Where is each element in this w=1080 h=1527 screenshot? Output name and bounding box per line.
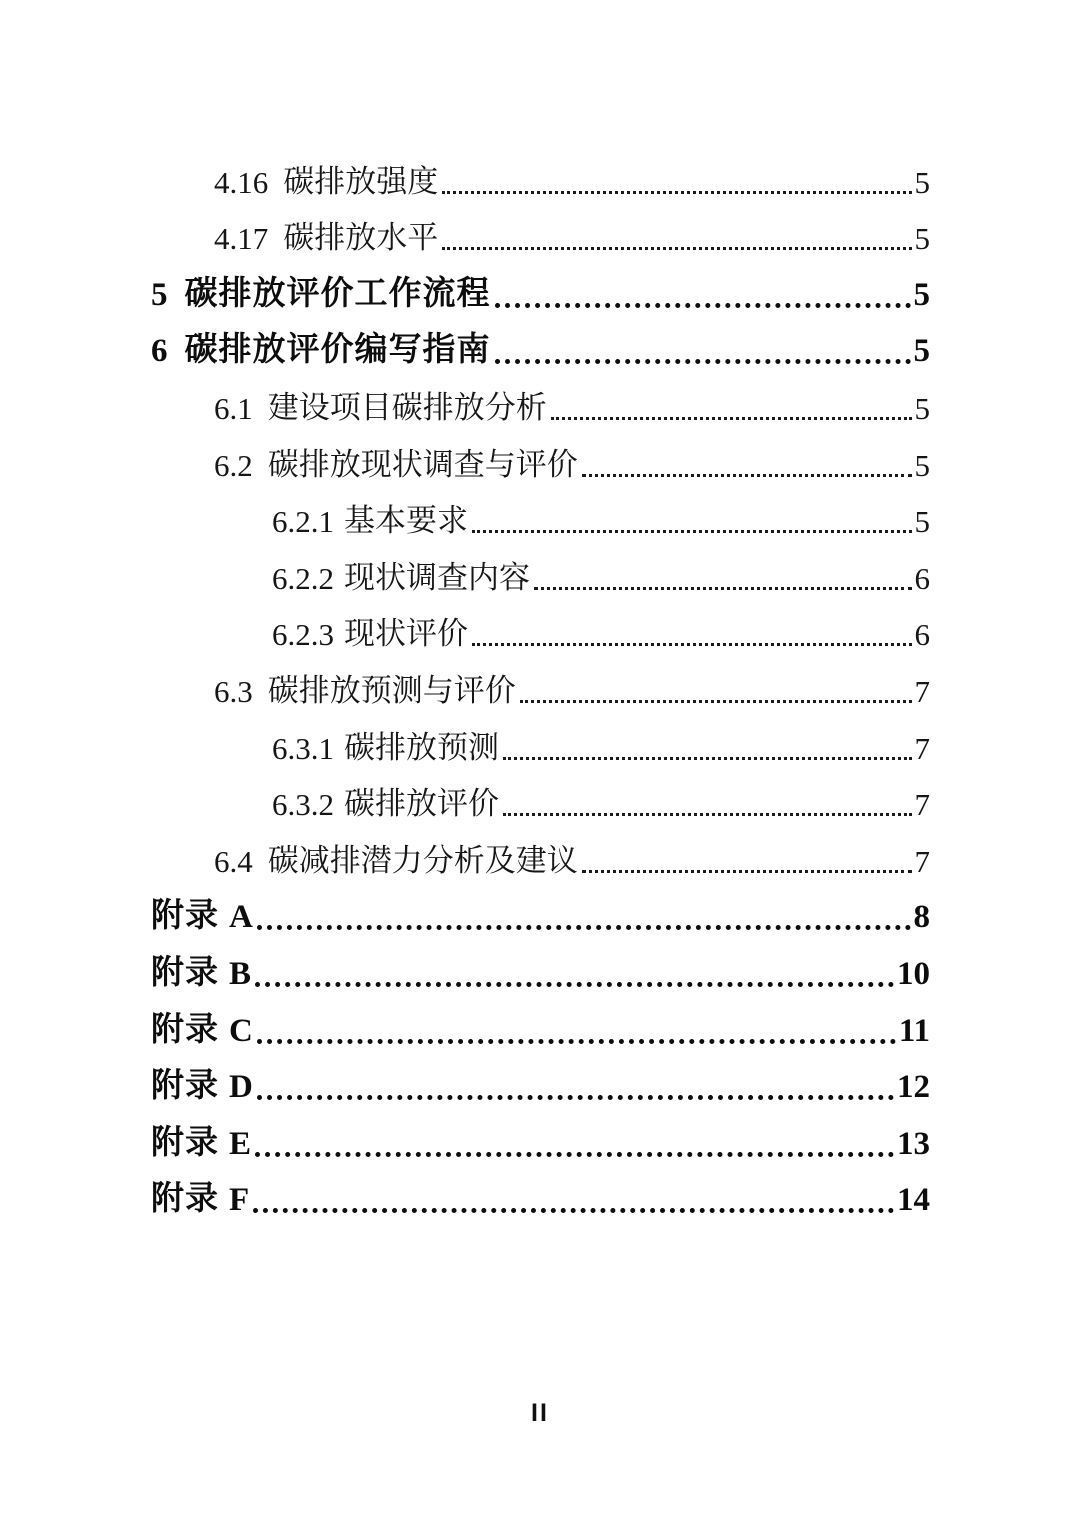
toc-entry-title: 基本要求	[344, 503, 468, 539]
toc-entry-page-number: 5	[914, 447, 930, 483]
dot-leader	[534, 587, 912, 590]
toc-entry-number: 4.17	[214, 221, 269, 257]
dot-leader	[442, 191, 911, 194]
toc-entry-number: 6.2	[214, 447, 253, 483]
toc-entry[interactable]	[151, 1050, 930, 1107]
toc-entry-title: 碳排放预测与评价	[267, 672, 516, 708]
toc-entry-title: 碳减排潜力分析及建议	[267, 842, 578, 878]
toc-entry-page-number: 11	[898, 1012, 930, 1049]
toc-entry-page-number: 5	[913, 333, 930, 370]
toc-entry-number: 6.3	[214, 673, 253, 709]
toc-entry-title: 碳排放水平	[283, 220, 439, 256]
toc-entry-number: 6.3.1	[272, 730, 334, 766]
dot-leader	[257, 1095, 894, 1100]
toc-entry-number: 6.2.3	[272, 617, 334, 653]
toc-entry-title: 现状评价	[344, 616, 468, 652]
toc-entry-page-number: 10	[897, 955, 930, 992]
toc-entry[interactable]	[151, 710, 930, 767]
toc-entry-page-number: 6	[914, 617, 930, 653]
toc-entry-page-number: 6	[914, 560, 930, 596]
dot-leader	[503, 757, 912, 760]
toc-entry[interactable]	[151, 144, 930, 201]
dot-leader	[257, 1039, 896, 1044]
toc-entry-page-number: 7	[914, 730, 930, 766]
toc-entry-number: 6.3.2	[272, 787, 334, 823]
toc-entry[interactable]	[151, 427, 930, 484]
toc-entry-title: C	[229, 1012, 253, 1049]
toc-entry[interactable]	[151, 1163, 930, 1220]
toc-entry-title: D	[229, 1069, 253, 1106]
toc-entry-page-number: 5	[913, 276, 930, 313]
toc-entry-title: B	[229, 955, 252, 992]
toc-entry-page-number: 7	[914, 787, 930, 823]
toc-entry-number: 附录	[151, 1009, 219, 1047]
dot-leader	[582, 870, 912, 873]
toc-entry[interactable]	[151, 314, 930, 371]
toc-entry[interactable]	[151, 201, 930, 258]
toc-entry-page-number: 7	[914, 673, 930, 709]
toc-entry-number: 6.1	[214, 390, 253, 426]
toc-entry[interactable]	[151, 880, 930, 937]
toc-entry-page-number: 12	[897, 1069, 930, 1106]
toc-entry-title: F	[229, 1182, 250, 1219]
toc-entry-number: 6.2.1	[272, 504, 334, 540]
toc-entry[interactable]	[151, 370, 930, 427]
toc-entry-page-number: 5	[914, 164, 930, 200]
toc-entry-title: 建设项目碳排放分析	[267, 389, 547, 425]
dot-leader	[495, 303, 911, 308]
dot-leader	[472, 643, 912, 646]
dot-leader	[503, 813, 912, 816]
toc-entry[interactable]	[151, 993, 930, 1050]
toc-entry-page-number: 7	[914, 843, 930, 879]
dot-leader	[255, 982, 894, 987]
dot-leader	[255, 1152, 894, 1157]
dot-leader	[551, 417, 912, 420]
dot-leader	[442, 247, 911, 250]
toc-entry-number: 4.16	[214, 164, 269, 200]
toc-entry[interactable]	[151, 823, 930, 880]
toc-entry-page-number: 5	[914, 221, 930, 257]
toc-entry-number: 附录	[151, 1179, 219, 1217]
toc-entry-page-number: 13	[897, 1125, 930, 1162]
toc-entry-number: 6	[151, 333, 168, 370]
toc-entry[interactable]	[151, 653, 930, 710]
toc-entry[interactable]	[151, 936, 930, 993]
toc-entry-title: 碳排放评价	[344, 786, 499, 822]
table-of-contents	[151, 144, 930, 1219]
toc-entry-number: 附录	[151, 1122, 219, 1160]
dot-leader	[472, 530, 912, 533]
toc-entry-title: A	[229, 899, 253, 936]
toc-entry-title: 碳排放强度	[283, 163, 439, 199]
toc-entry-number: 6.4	[214, 843, 253, 879]
toc-entry[interactable]	[151, 597, 930, 654]
toc-entry[interactable]	[151, 1106, 930, 1163]
toc-entry-page-number: 8	[913, 899, 930, 936]
toc-entry-number: 5	[151, 276, 168, 313]
toc-entry-page-number: 5	[914, 390, 930, 426]
page-footer	[0, 1399, 1080, 1428]
toc-entry[interactable]	[151, 484, 930, 541]
toc-entry-page-number: 5	[914, 504, 930, 540]
toc-entry-title: 碳排放预测	[344, 729, 499, 765]
toc-entry-number: 附录	[151, 896, 219, 934]
toc-entry-number: 附录	[151, 952, 219, 990]
toc-entry-title: 碳排放评价工作流程	[184, 273, 491, 311]
dot-leader	[582, 474, 912, 477]
toc-entry-number: 6.2.2	[272, 560, 334, 596]
toc-entry[interactable]	[151, 257, 930, 314]
dot-leader	[520, 700, 912, 703]
dot-leader	[257, 925, 911, 930]
toc-entry-title: 碳排放现状调查与评价	[267, 446, 578, 482]
toc-entry-page-number: 14	[897, 1182, 930, 1219]
toc-entry[interactable]	[151, 767, 930, 824]
dot-leader	[253, 1208, 894, 1213]
toc-entry-title: 现状调查内容	[344, 559, 530, 595]
footer-page-number: II	[531, 1399, 549, 1427]
dot-leader	[495, 359, 911, 364]
toc-entry-title: E	[229, 1125, 252, 1162]
toc-entry-number: 附录	[151, 1066, 219, 1104]
toc-entry-title: 碳排放评价编写指南	[184, 330, 491, 368]
toc-entry[interactable]	[151, 540, 930, 597]
